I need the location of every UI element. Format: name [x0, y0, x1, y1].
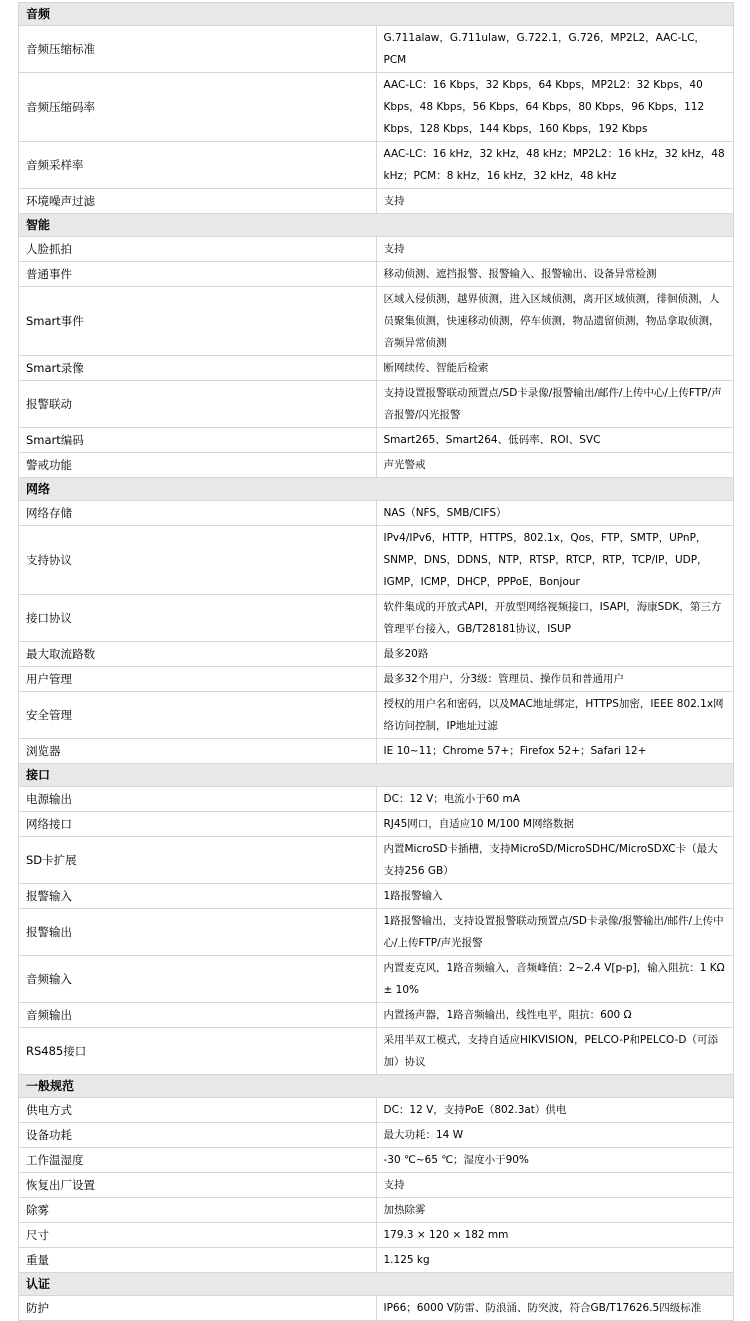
spec-label: 尺寸 [19, 1223, 377, 1248]
spec-label: 网络接口 [19, 812, 377, 837]
spec-value: 支持 [376, 237, 734, 262]
section-header-row [19, 1273, 734, 1296]
spec-value: 179.3 × 120 × 182 mm [376, 1223, 734, 1248]
spec-row [19, 1296, 734, 1321]
spec-label: 安全管理 [19, 692, 377, 739]
spec-label: 供电方式 [19, 1098, 377, 1123]
spec-value: 1路报警输出，支持设置报警联动预置点/SD卡录像/报警输出/邮件/上传中心/上传FTP/声光报警 [376, 909, 734, 956]
spec-row [19, 667, 734, 692]
spec-label: 音频输入 [19, 956, 377, 1003]
spec-label: 音频采样率 [19, 142, 377, 189]
spec-row [19, 787, 734, 812]
spec-value: 支持 [376, 189, 734, 214]
spec-row [19, 739, 734, 764]
spec-label: 音频压缩标准 [19, 26, 377, 73]
spec-row [19, 642, 734, 667]
spec-label: 设备功耗 [19, 1123, 377, 1148]
spec-label: 用户管理 [19, 667, 377, 692]
spec-table [18, 2, 734, 1321]
spec-label: 最大取流路数 [19, 642, 377, 667]
spec-label: SD卡扩展 [19, 837, 377, 884]
spec-row [19, 1148, 734, 1173]
spec-row [19, 262, 734, 287]
spec-row [19, 526, 734, 595]
section-title: 一般规范 [19, 1075, 734, 1098]
spec-label: 防护 [19, 1296, 377, 1321]
spec-label: 支持协议 [19, 526, 377, 595]
spec-value: 1.125 kg [376, 1248, 734, 1273]
section-title: 智能 [19, 214, 734, 237]
spec-value: 支持设置报警联动预置点/SD卡录像/报警输出/邮件/上传中心/上传FTP/声音报警/闪光报警 [376, 381, 734, 428]
spec-value: RJ45网口，自适应10 M/100 M网络数据 [376, 812, 734, 837]
spec-label: RS485接口 [19, 1028, 377, 1075]
spec-label: 报警输入 [19, 884, 377, 909]
spec-label: 重量 [19, 1248, 377, 1273]
spec-value: 声光警戒 [376, 453, 734, 478]
spec-row [19, 1123, 734, 1148]
spec-label: 恢复出厂设置 [19, 1173, 377, 1198]
spec-value: 区域入侵侦测，越界侦测，进入区域侦测，离开区域侦测，徘徊侦测，人员聚集侦测，快速移动侦测，停车侦测，物品遗留侦测，物品拿取侦测，音频异常侦测 [376, 287, 734, 356]
spec-row [19, 453, 734, 478]
spec-value: NAS（NFS，SMB/CIFS） [376, 501, 734, 526]
spec-value: AAC-LC：16 Kbps，32 Kbps，64 Kbps，MP2L2：32 Kbps，40 Kbps，48 Kbps，56 Kbps，64 Kbps，80 Kbps，96 Kbps，112 Kbps，128 Kbps，144 Kbps，160 Kbps，192 Kbps [376, 73, 734, 142]
spec-value: 加热除雾 [376, 1198, 734, 1223]
spec-row [19, 595, 734, 642]
spec-row [19, 1173, 734, 1198]
spec-value: DC：12 V，支持PoE（802.3at）供电 [376, 1098, 734, 1123]
section-title: 认证 [19, 1273, 734, 1296]
spec-label: 接口协议 [19, 595, 377, 642]
section-header-row [19, 214, 734, 237]
spec-row [19, 501, 734, 526]
spec-row [19, 837, 734, 884]
spec-label: 报警联动 [19, 381, 377, 428]
spec-label: 浏览器 [19, 739, 377, 764]
spec-value: 内置MicroSD卡插槽，支持MicroSD/MicroSDHC/MicroSDXC卡（最大支持256 GB） [376, 837, 734, 884]
spec-row [19, 884, 734, 909]
spec-value: 移动侦测、遮挡报警、报警输入、报警输出、设备异常检测 [376, 262, 734, 287]
spec-value: 软件集成的开放式API，开放型网络视频接口，ISAPI，海康SDK，第三方管理平台接入，GB/T28181协议，ISUP [376, 595, 734, 642]
spec-label: 人脸抓拍 [19, 237, 377, 262]
spec-value: 内置麦克风，1路音频输入，音频峰值：2~2.4 V[p-p]，输入阻抗：1 KΩ ± 10% [376, 956, 734, 1003]
section-title: 网络 [19, 478, 734, 501]
spec-row [19, 956, 734, 1003]
spec-value: 支持 [376, 1173, 734, 1198]
spec-label: 报警输出 [19, 909, 377, 956]
spec-row [19, 1223, 734, 1248]
spec-row [19, 1248, 734, 1273]
spec-row [19, 26, 734, 73]
spec-label: Smart事件 [19, 287, 377, 356]
spec-row [19, 1003, 734, 1028]
section-header-row [19, 478, 734, 501]
spec-row [19, 237, 734, 262]
section-title: 接口 [19, 764, 734, 787]
spec-value: 1路报警输入 [376, 884, 734, 909]
spec-value: IP66；6000 V防雷、防浪涌、防突波，符合GB/T17626.5四级标准 [376, 1296, 734, 1321]
section-header-row [19, 3, 734, 26]
spec-value: 断网续传、智能后检索 [376, 356, 734, 381]
spec-row [19, 381, 734, 428]
section-header-row [19, 764, 734, 787]
spec-value: 内置扬声器，1路音频输出，线性电平，阻抗：600 Ω [376, 1003, 734, 1028]
spec-table-body [19, 3, 734, 1321]
spec-label: Smart录像 [19, 356, 377, 381]
spec-label: 警戒功能 [19, 453, 377, 478]
spec-row [19, 142, 734, 189]
spec-value: IE 10~11；Chrome 57+；Firefox 52+；Safari 12+ [376, 739, 734, 764]
spec-value: 采用半双工模式，支持自适应HIKVISION，PELCO-P和PELCO-D（可添加）协议 [376, 1028, 734, 1075]
spec-row [19, 1098, 734, 1123]
spec-value: G.711alaw，G.711ulaw，G.722.1，G.726，MP2L2，AAC-LC，PCM [376, 26, 734, 73]
spec-label: 普通事件 [19, 262, 377, 287]
spec-label: 环境噪声过滤 [19, 189, 377, 214]
spec-row [19, 189, 734, 214]
spec-value: Smart265、Smart264、低码率、ROI、SVC [376, 428, 734, 453]
spec-row [19, 287, 734, 356]
spec-label: 音频输出 [19, 1003, 377, 1028]
spec-row [19, 909, 734, 956]
spec-value: 最多20路 [376, 642, 734, 667]
spec-value: 授权的用户名和密码，以及MAC地址绑定，HTTPS加密，IEEE 802.1x网络访问控制，IP地址过滤 [376, 692, 734, 739]
spec-row [19, 692, 734, 739]
spec-label: 电源输出 [19, 787, 377, 812]
spec-value: 最大功耗：14 W [376, 1123, 734, 1148]
spec-label: 网络存储 [19, 501, 377, 526]
spec-row [19, 1028, 734, 1075]
spec-row [19, 1198, 734, 1223]
spec-row [19, 812, 734, 837]
spec-label: Smart编码 [19, 428, 377, 453]
section-title: 音频 [19, 3, 734, 26]
spec-value: AAC-LC：16 kHz，32 kHz，48 kHz；MP2L2：16 kHz，32 kHz，48 kHz；PCM：8 kHz，16 kHz，32 kHz，48 kHz [376, 142, 734, 189]
spec-label: 音频压缩码率 [19, 73, 377, 142]
spec-value: -30 ℃~65 ℃；湿度小于90% [376, 1148, 734, 1173]
spec-row [19, 356, 734, 381]
spec-value: 最多32个用户，分3级：管理员、操作员和普通用户 [376, 667, 734, 692]
spec-value: DC：12 V；电流小于60 mA [376, 787, 734, 812]
section-header-row [19, 1075, 734, 1098]
spec-label: 除雾 [19, 1198, 377, 1223]
spec-row [19, 73, 734, 142]
spec-label: 工作温湿度 [19, 1148, 377, 1173]
spec-value: IPv4/IPv6，HTTP，HTTPS，802.1x，Qos，FTP，SMTP，UPnP，SNMP，DNS，DDNS，NTP，RTSP，RTCP，RTP，TCP/IP，UDP，IGMP，ICMP，DHCP，PPPoE，Bonjour [376, 526, 734, 595]
spec-row [19, 428, 734, 453]
